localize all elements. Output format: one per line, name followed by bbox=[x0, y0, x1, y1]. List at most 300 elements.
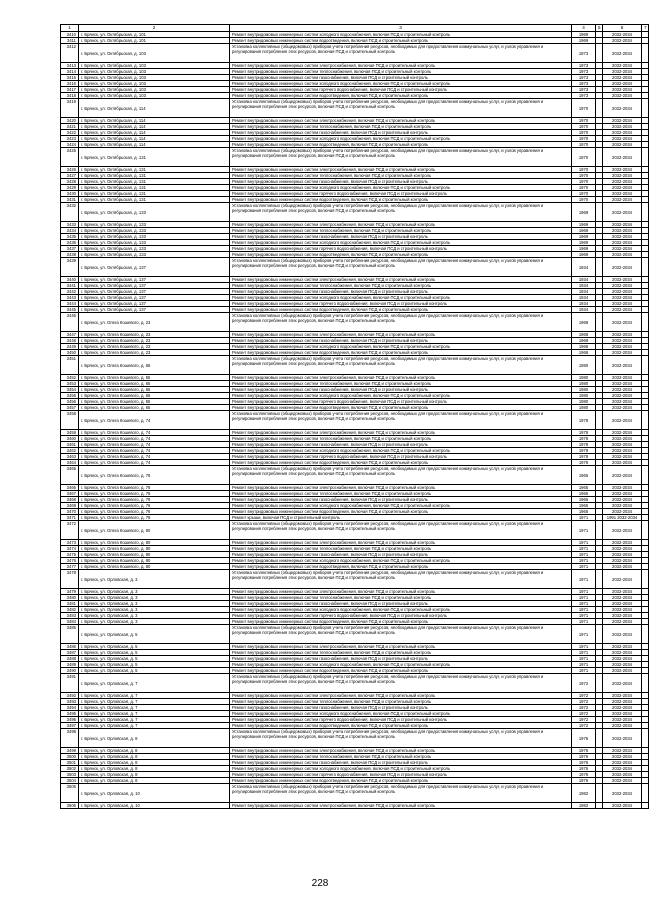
work-type-cell: Ремонт внутридомовых инженерных систем электроснабжения, включая ПСД и строительный контроль bbox=[230, 803, 572, 809]
address-cell: г. Брянск, ул. Орловская, д. 7 bbox=[79, 699, 230, 705]
work-type-cell: Ремонт внутридомовых инженерных систем холодного водоснабжения, включая ПСД и строительный контроль bbox=[230, 662, 572, 668]
row-number: 3442 bbox=[61, 289, 79, 295]
row-number: 3471 bbox=[61, 515, 79, 521]
row-number: 3501 bbox=[61, 760, 79, 766]
address-cell: г. Брянск, ул. Октябрьская, д. 131 bbox=[79, 197, 230, 203]
work-type-cell: Ремонт внутридомовых инженерных систем теплоснабжения, включая ПСД и строительный контроль bbox=[230, 173, 572, 179]
col5-cell bbox=[596, 674, 603, 693]
work-type-cell: Ремонт внутридомовых инженерных систем теплоснабжения, включая ПСД и строительный контроль bbox=[230, 546, 572, 552]
period-cell: 2032-2034 bbox=[603, 246, 642, 252]
work-type-cell: Установка коллективных (общедомовых) приборов учета потребления ресурсов, необходимых для предоставления коммунальных услуг, и узлов управления и регулирования потребления этих ресурсов, включая ПСД и строительный контроль bbox=[230, 625, 572, 644]
work-type-cell: Ремонт внутридомовых инженерных систем теплоснабжения, включая ПСД и строительный контроль bbox=[230, 491, 572, 497]
address-cell: г. Брянск, ул. Октябрьская, д. 131 bbox=[79, 185, 230, 191]
address-cell: г. Брянск, ул. Октябрьская, д. 103 bbox=[79, 44, 230, 63]
work-type-cell: Установка коллективных (общедомовых) приборов учета потребления ресурсов, необходимых для предоставления коммунальных услуг, и узлов управления и регулирования потребления этих ресурсов, включая ПСД и строительный контроль bbox=[230, 258, 572, 277]
period-cell: 2032-2034 bbox=[603, 99, 642, 118]
work-type-cell: Ремонт внутридомовых инженерных систем теплоснабжения, включая ПСД и строительный контроль bbox=[230, 650, 572, 656]
period-cell: 2032-2034 bbox=[603, 118, 642, 124]
address-cell: г. Брянск, ул. Орловская, д. 5 bbox=[79, 644, 230, 650]
period-cell: 2032-2034 bbox=[603, 497, 642, 503]
table-row bbox=[61, 729, 649, 748]
work-type-cell: Ремонт внутридомовых инженерных систем газоснабжения, включая ПСД и строительный контроль bbox=[230, 338, 572, 344]
period-cell: 2032-2034 bbox=[603, 656, 642, 662]
row-number: 3436 bbox=[61, 240, 79, 246]
col7-cell bbox=[642, 625, 649, 644]
row-number: 3425 bbox=[61, 148, 79, 167]
period-cell: 2032-2034 bbox=[603, 760, 642, 766]
row-number: 3426 bbox=[61, 167, 79, 173]
col7-cell bbox=[642, 466, 649, 485]
table-row bbox=[61, 356, 649, 375]
work-type-cell: Установка коллективных (общедомовых) приборов учета потребления ресурсов, необходимых для предоставления коммунальных услуг, и узлов управления и регулирования потребления этих ресурсов, включая ПСД и строительный контроль bbox=[230, 570, 572, 589]
col5-cell bbox=[596, 148, 603, 167]
row-number: 3461 bbox=[61, 442, 79, 448]
year-built-cell: 1969 bbox=[572, 38, 596, 44]
col5-cell bbox=[596, 803, 603, 809]
year-built-cell: 1965 bbox=[572, 491, 596, 497]
period-cell: 2032-2034 bbox=[603, 332, 642, 338]
col5-cell bbox=[596, 625, 603, 644]
address-cell: г. Брянск, ул. Октябрьская, д. 103 bbox=[79, 69, 230, 75]
address-cell: г. Брянск, ул. Орловская, д. 5 bbox=[79, 662, 230, 668]
year-built-cell: 1980 bbox=[572, 387, 596, 393]
address-cell: г. Брянск, ул. Олега Кошевого, д. 80 bbox=[79, 521, 230, 540]
work-type-cell: Ремонт внутридомовых инженерных систем горячего водоснабжения, включая ПСД и строительный контроль bbox=[230, 772, 572, 778]
col5-cell bbox=[596, 203, 603, 222]
address-cell: г. Брянск, ул. Олега Кошевого, д. 74 bbox=[79, 460, 230, 466]
row-number: 3434 bbox=[61, 228, 79, 234]
year-built-cell: 1976 bbox=[572, 778, 596, 784]
row-number: 3481 bbox=[61, 601, 79, 607]
period-cell: 2032-2034 bbox=[603, 784, 642, 803]
address-cell: г. Брянск, ул. Олега Кошевого, д. 23 bbox=[79, 313, 230, 332]
row-number: 3495 bbox=[61, 711, 79, 717]
period-cell: 2032-2034 bbox=[603, 589, 642, 595]
column-number-row bbox=[61, 25, 649, 32]
year-built-cell: 1934 bbox=[572, 301, 596, 307]
row-number: 3416 bbox=[61, 81, 79, 87]
work-type-cell: Ремонт внутридомовых инженерных систем холодного водоснабжения, включая ПСД и строительный контроль bbox=[230, 448, 572, 454]
address-cell: г. Брянск, ул. Орловская, д. 7 bbox=[79, 723, 230, 729]
address-cell: г. Брянск, ул. Олега Кошевого, д. 74 bbox=[79, 436, 230, 442]
period-cell: 2032-2034 bbox=[603, 185, 642, 191]
year-built-cell: 1972 bbox=[572, 674, 596, 693]
address-cell: г. Брянск, ул. Олега Кошевого, д. 65 bbox=[79, 356, 230, 375]
period-cell: 2032-2034 bbox=[603, 240, 642, 246]
period-cell: 2032-2034 bbox=[603, 387, 642, 393]
address-cell: г. Брянск, ул. Орловская, д. 10 bbox=[79, 803, 230, 809]
work-type-cell: Ремонт внутридомовых инженерных систем водоотведения, включая ПСД и строительный контроль bbox=[230, 778, 572, 784]
year-built-cell: 1980 bbox=[572, 381, 596, 387]
col7-cell bbox=[642, 729, 649, 748]
address-cell: г. Брянск, ул. Орловская, д. 3 bbox=[79, 601, 230, 607]
address-cell: г. Брянск, ул. Октябрьская, д. 133 bbox=[79, 203, 230, 222]
row-number: 3438 bbox=[61, 252, 79, 258]
work-type-cell: Ремонт внутридомовых инженерных систем горячего водоснабжения, включая ПСД и строительный контроль bbox=[230, 717, 572, 723]
row-number: 3476 bbox=[61, 558, 79, 564]
year-built-cell: 1970 bbox=[572, 173, 596, 179]
year-built-cell: 1969 bbox=[572, 32, 596, 38]
row-number: 3424 bbox=[61, 142, 79, 148]
row-number: 3470 bbox=[61, 509, 79, 515]
year-built-cell: 1968 bbox=[572, 350, 596, 356]
address-cell: г. Брянск, ул. Октябрьская, д. 114 bbox=[79, 130, 230, 136]
period-cell: 2032-2034 bbox=[603, 356, 642, 375]
period-cell: 2032-2034 bbox=[603, 552, 642, 558]
row-number: 3465 bbox=[61, 466, 79, 485]
col5-cell bbox=[596, 570, 603, 589]
work-type-cell: Ремонт внутридомовых инженерных систем водоотведения, включая ПСД и строительный контроль bbox=[230, 93, 572, 99]
period-cell: 2032-2034 bbox=[603, 625, 642, 644]
address-cell: г. Брянск, ул. Олега Кошевого, д. 23 bbox=[79, 332, 230, 338]
row-number: 3488 bbox=[61, 656, 79, 662]
col7-cell bbox=[642, 44, 649, 63]
year-built-cell: 1982 bbox=[572, 784, 596, 803]
year-built-cell: 1980 bbox=[572, 399, 596, 405]
address-cell: г. Брянск, ул. Октябрьская, д. 133 bbox=[79, 240, 230, 246]
period-cell: 2032-2034 bbox=[603, 729, 642, 748]
period-cell: 2032-2034 bbox=[603, 344, 642, 350]
row-number: 3457 bbox=[61, 405, 79, 411]
address-cell: г. Брянск, ул. Октябрьская, д. 103 bbox=[79, 75, 230, 81]
address-cell: г. Брянск, ул. Октябрьская, д. 133 bbox=[79, 234, 230, 240]
address-cell: г. Брянск, ул. Октябрьская, д. 133 bbox=[79, 246, 230, 252]
work-type-cell: Ремонт внутридомовых инженерных систем электроснабжения, включая ПСД и строительный контроль bbox=[230, 277, 572, 283]
work-type-cell: Ремонт внутридомовых инженерных систем водоотведения, включая ПСД и строительный контроль bbox=[230, 564, 572, 570]
year-built-cell: 1973 bbox=[572, 81, 596, 87]
row-number: 3484 bbox=[61, 619, 79, 625]
work-type-cell: Ремонт внутридомовых инженерных систем горячего водоснабжения, включая ПСД и строительный контроль bbox=[230, 613, 572, 619]
year-built-cell: 1972 bbox=[572, 723, 596, 729]
col7-cell bbox=[642, 521, 649, 540]
work-type-cell: Ремонт внутридомовых инженерных систем электроснабжения, включая ПСД и строительный контроль bbox=[230, 540, 572, 546]
work-type-cell: Ремонт внутридомовых инженерных систем теплоснабжения, включая ПСД и строительный контроль bbox=[230, 228, 572, 234]
row-number: 3415 bbox=[61, 75, 79, 81]
row-number: 3493 bbox=[61, 699, 79, 705]
year-built-cell: 1971 bbox=[572, 552, 596, 558]
work-type-cell: Ремонт внутридомовых инженерных систем электроснабжения, включая ПСД и строительный контроль bbox=[230, 167, 572, 173]
row-number: 3478 bbox=[61, 570, 79, 589]
address-cell: г. Брянск, ул. Октябрьская, д. 131 bbox=[79, 167, 230, 173]
address-cell: г. Брянск, ул. Орловская, д. 7 bbox=[79, 711, 230, 717]
year-built-cell: 1972 bbox=[572, 717, 596, 723]
period-cell: 2032-2034 bbox=[603, 258, 642, 277]
period-cell: 2032-2034 bbox=[603, 32, 642, 38]
address-cell: г. Брянск, ул. Октябрьская, д. 133 bbox=[79, 222, 230, 228]
year-built-cell: 1978 bbox=[572, 436, 596, 442]
row-number: 3460 bbox=[61, 436, 79, 442]
period-cell: 2032-2034 bbox=[603, 405, 642, 411]
period-cell: 2032-2034 bbox=[603, 393, 642, 399]
year-built-cell: 1965 bbox=[572, 466, 596, 485]
year-built-cell: 1970 bbox=[572, 191, 596, 197]
table-row bbox=[61, 203, 649, 222]
year-built-cell: 1970 bbox=[572, 185, 596, 191]
row-number: 3496 bbox=[61, 717, 79, 723]
row-number: 3469 bbox=[61, 503, 79, 509]
work-type-cell: Ремонт внутридомовых инженерных систем электроснабжения, включая ПСД и строительный контроль bbox=[230, 589, 572, 595]
address-cell: г. Брянск, ул. Октябрьская, д. 137 bbox=[79, 289, 230, 295]
address-cell: г. Брянск, ул. Октябрьская, д. 103 bbox=[79, 81, 230, 87]
address-cell: г. Брянск, ул. Октябрьская, д. 137 bbox=[79, 258, 230, 277]
year-built-cell: 1973 bbox=[572, 93, 596, 99]
col7-cell bbox=[642, 148, 649, 167]
year-built-cell: 1971 bbox=[572, 546, 596, 552]
row-number: 3445 bbox=[61, 307, 79, 313]
work-type-cell: Ремонт внутридомовых инженерных систем холодного водоснабжения, включая ПСД и строительный контроль bbox=[230, 32, 572, 38]
col5-cell bbox=[596, 258, 603, 277]
address-cell: г. Брянск, ул. Орловская, д. 8 bbox=[79, 766, 230, 772]
year-built-cell: 1971 bbox=[572, 656, 596, 662]
row-number: 3430 bbox=[61, 191, 79, 197]
col7-cell bbox=[642, 99, 649, 118]
work-type-cell: Ремонт внутридомовых инженерных систем горячего водоснабжения, включая ПСД и строительный контроль bbox=[230, 301, 572, 307]
period-cell: 2032-2034 bbox=[603, 711, 642, 717]
work-type-cell: Установка коллективных (общедомовых) приборов учета потребления ресурсов, необходимых для предоставления коммунальных услуг, и узлов управления и регулирования потребления этих ресурсов, включая ПСД и строительный контроль bbox=[230, 99, 572, 118]
work-type-cell: Ремонт внутридомовых инженерных систем электроснабжения, включая ПСД и строительный контроль bbox=[230, 693, 572, 699]
row-number: 3411 bbox=[61, 38, 79, 44]
work-type-cell: Ремонт внутридомовых инженерных систем водоотведения, включая ПСД и строительный контроль bbox=[230, 38, 572, 44]
year-built-cell: 1970 bbox=[572, 118, 596, 124]
address-cell: г. Брянск, ул. Олега Кошевого, д. 65 bbox=[79, 375, 230, 381]
period-cell: 2032-2034 bbox=[603, 338, 642, 344]
row-number: 3500 bbox=[61, 754, 79, 760]
work-type-cell: Ремонт внутридомовых инженерных систем электроснабжения, включая ПСД и строительный контроль bbox=[230, 118, 572, 124]
row-number: 3428 bbox=[61, 179, 79, 185]
period-cell: 2032-2034 bbox=[603, 491, 642, 497]
address-cell: г. Брянск, ул. Орловская, д. 7 bbox=[79, 693, 230, 699]
address-cell: г. Брянск, ул. Орловская, д. 8 bbox=[79, 760, 230, 766]
period-cell: 2032-2034 bbox=[603, 252, 642, 258]
work-type-cell: Ремонт внутридомовых инженерных систем холодного водоснабжения, включая ПСД и строительный контроль bbox=[230, 136, 572, 142]
period-cell: 2032-2034 bbox=[603, 674, 642, 693]
period-cell: 2032-2034 bbox=[603, 748, 642, 754]
work-type-cell: Ремонт внутридомовых инженерных систем горячего водоснабжения, включая ПСД и строительный контроль bbox=[230, 246, 572, 252]
period-cell: 2032-2034 bbox=[603, 546, 642, 552]
work-type-cell: Ремонт внутридомовых инженерных систем водоотведения, включая ПСД и строительный контроль bbox=[230, 252, 572, 258]
period-cell: 2032-2034 bbox=[603, 558, 642, 564]
row-number: 3441 bbox=[61, 283, 79, 289]
year-built-cell: 1973 bbox=[572, 75, 596, 81]
row-number: 3456 bbox=[61, 399, 79, 405]
row-number: 3451 bbox=[61, 356, 79, 375]
row-number: 3414 bbox=[61, 69, 79, 75]
period-cell: 2032-2034 bbox=[603, 44, 642, 63]
address-cell: г. Брянск, ул. Орловская, д. 3 bbox=[79, 589, 230, 595]
address-cell: г. Брянск, ул. Октябрьская, д. 101 bbox=[79, 38, 230, 44]
year-built-cell: 1971 bbox=[572, 595, 596, 601]
period-cell: 2032-2034 bbox=[603, 509, 642, 515]
year-built-cell: 1968 bbox=[572, 338, 596, 344]
work-type-cell: Ремонт внутридомовых инженерных систем водоотведения, включая ПСД и строительный контроль bbox=[230, 619, 572, 625]
row-number: 3455 bbox=[61, 393, 79, 399]
work-type-cell: Установка коллективных (общедомовых) приборов учета потребления ресурсов, необходимых для предоставления коммунальных услуг, и узлов управления и регулирования потребления этих ресурсов, включая ПСД и строительный контроль bbox=[230, 784, 572, 803]
work-type-cell: Ремонт внутридомовых инженерных систем газоснабжения, включая ПСД и строительный контроль bbox=[230, 234, 572, 240]
address-cell: г. Брянск, ул. Орловская, д. 8 bbox=[79, 754, 230, 760]
year-built-cell: 1971 bbox=[572, 589, 596, 595]
work-type-cell: Ремонт внутридомовых инженерных систем газоснабжения, включая ПСД и строительный контроль bbox=[230, 75, 572, 81]
period-cell: 2032-2034 bbox=[603, 411, 642, 430]
period-cell: 2032-2034 bbox=[603, 540, 642, 546]
period-cell: 2032-2034 bbox=[603, 613, 642, 619]
row-number: 3446 bbox=[61, 313, 79, 332]
year-built-cell: 1976 bbox=[572, 760, 596, 766]
col5-cell bbox=[596, 99, 603, 118]
work-type-cell: Ремонт внутридомовых инженерных систем теплоснабжения, включая ПСД и строительный контроль bbox=[230, 381, 572, 387]
row-number: 3473 bbox=[61, 540, 79, 546]
work-type-cell: Ремонт внутридомовых инженерных систем электроснабжения, включая ПСД и строительный контроль bbox=[230, 222, 572, 228]
period-cell: 2032-2034 bbox=[603, 381, 642, 387]
period-cell: 2032-2034 bbox=[603, 87, 642, 93]
row-number: 3413 bbox=[61, 63, 79, 69]
work-type-cell: Ремонт внутридомовых инженерных систем горячего водоснабжения, включая ПСД и строительный контроль bbox=[230, 191, 572, 197]
work-type-cell: Ремонт внутридомовых инженерных систем холодного водоснабжения, включая ПСД и строительный контроль bbox=[230, 344, 572, 350]
period-cell: 2032-2034 bbox=[603, 803, 642, 809]
works-table bbox=[60, 24, 649, 809]
period-cell: 2032-2034 bbox=[603, 607, 642, 613]
work-type-cell: Ремонт внутридомовых инженерных систем теплоснабжения, включая ПСД и строительный контроль bbox=[230, 595, 572, 601]
row-number: 3418 bbox=[61, 93, 79, 99]
address-cell: г. Брянск, ул. Октябрьская, д. 114 bbox=[79, 99, 230, 118]
table-row bbox=[61, 570, 649, 589]
period-cell: 2032-2034 bbox=[603, 222, 642, 228]
year-built-cell: 1971 bbox=[572, 521, 596, 540]
work-type-cell: Ремонт внутридомовых инженерных систем газоснабжения, включая ПСД и строительный контроль bbox=[230, 656, 572, 662]
period-cell: 2032-2034 bbox=[603, 399, 642, 405]
col7-cell bbox=[642, 411, 649, 430]
year-built-cell: 1965 bbox=[572, 497, 596, 503]
table-row bbox=[61, 99, 649, 118]
year-built-cell: 1978 bbox=[572, 411, 596, 430]
period-cell: 2032-2034 bbox=[603, 650, 642, 656]
address-cell: г. Брянск, ул. Олега Кошевого, д. 76 bbox=[79, 485, 230, 491]
year-built-cell: 1972 bbox=[572, 705, 596, 711]
year-built-cell: 1971 bbox=[572, 668, 596, 674]
table-row bbox=[61, 803, 649, 809]
row-number: 3447 bbox=[61, 332, 79, 338]
row-number: 3489 bbox=[61, 662, 79, 668]
period-cell: 2032-2034 bbox=[603, 69, 642, 75]
period-cell: 2032-2034 bbox=[603, 662, 642, 668]
period-cell: 2032-2034 bbox=[603, 313, 642, 332]
period-cell: 2032-2034 bbox=[603, 699, 642, 705]
year-built-cell: 1972 bbox=[572, 699, 596, 705]
year-built-cell: 1971 bbox=[572, 662, 596, 668]
table-row bbox=[61, 521, 649, 540]
year-built-cell: 1971 bbox=[572, 540, 596, 546]
year-built-cell: 1971 bbox=[572, 570, 596, 589]
row-number: 3464 bbox=[61, 460, 79, 466]
work-type-cell: Ремонт внутридомовых инженерных систем газоснабжения, включая ПСД и строительный контроль bbox=[230, 497, 572, 503]
row-number: 3450 bbox=[61, 350, 79, 356]
col5-cell bbox=[596, 466, 603, 485]
col7-cell bbox=[642, 784, 649, 803]
address-cell: г. Брянск, ул. Олега Кошевого, д. 76 bbox=[79, 466, 230, 485]
address-cell: г. Брянск, ул. Олега Кошевого, д. 80 bbox=[79, 564, 230, 570]
period-cell: 2032-2034 bbox=[603, 564, 642, 570]
row-number: 3444 bbox=[61, 301, 79, 307]
address-cell: г. Брянск, ул. Октябрьская, д. 114 bbox=[79, 136, 230, 142]
work-type-cell: Установка коллективных (общедомовых) приборов учета потребления ресурсов, необходимых для предоставления коммунальных услуг, и узлов управления и регулирования потребления этих ресурсов, включая ПСД и строительный контроль bbox=[230, 521, 572, 540]
period-cell: 2032-2034 bbox=[603, 503, 642, 509]
work-type-cell: Ремонт внутридомовых инженерных систем электроснабжения, включая ПСД и строительный контроль bbox=[230, 485, 572, 491]
address-cell: г. Брянск, ул. Октябрьская, д. 131 bbox=[79, 191, 230, 197]
row-number: 3463 bbox=[61, 454, 79, 460]
year-built-cell: 1934 bbox=[572, 307, 596, 313]
year-built-cell: 1982 bbox=[572, 803, 596, 809]
work-type-cell: Ремонт внутридомовых инженерных систем электроснабжения, включая ПСД и строительный контроль bbox=[230, 375, 572, 381]
period-cell: 2032-2034 bbox=[603, 442, 642, 448]
year-built-cell: 1971 bbox=[572, 644, 596, 650]
col-header-4: 4 bbox=[572, 25, 596, 32]
work-type-cell: Ремонт внутридомовых инженерных систем газоснабжения, включая ПСД и строительный контроль bbox=[230, 179, 572, 185]
period-cell: 2032-2034 bbox=[603, 430, 642, 436]
work-type-cell: Ремонт внутридомовых инженерных систем газоснабжения, включая ПСД и строительный контроль bbox=[230, 760, 572, 766]
row-number: 3480 bbox=[61, 595, 79, 601]
work-type-cell: Ремонт внутридомовых инженерных систем холодного водоснабжения, включая ПСД и строительный контроль bbox=[230, 607, 572, 613]
work-type-cell: Ремонт внутридомовых инженерных систем водоотведения, включая ПСД и строительный контроль bbox=[230, 350, 572, 356]
work-type-cell: Ремонт внутридомовых инженерных систем горячего водоснабжения, включая ПСД и строительный контроль bbox=[230, 87, 572, 93]
year-built-cell: 1970 bbox=[572, 179, 596, 185]
period-cell: 2032-2034 bbox=[603, 130, 642, 136]
year-built-cell: 1968 bbox=[572, 344, 596, 350]
period-cell: 2032-2034 bbox=[603, 668, 642, 674]
work-type-cell: Ремонт внутридомовых инженерных систем теплоснабжения, включая ПСД и строительный контроль bbox=[230, 436, 572, 442]
year-built-cell: 1969 bbox=[572, 252, 596, 258]
year-built-cell: 1971 bbox=[572, 613, 596, 619]
col7-cell bbox=[642, 674, 649, 693]
period-cell: 2032-2034 bbox=[603, 75, 642, 81]
year-built-cell: 1971 bbox=[572, 607, 596, 613]
address-cell: г. Брянск, ул. Олега Кошевого, д. 65 bbox=[79, 405, 230, 411]
year-built-cell: 1971 bbox=[572, 564, 596, 570]
period-cell: 2032-2034 bbox=[603, 93, 642, 99]
period-cell: 2032-2034 bbox=[603, 619, 642, 625]
address-cell: г. Брянск, ул. Олега Кошевого, д. 74 bbox=[79, 442, 230, 448]
year-built-cell: 1971 bbox=[572, 619, 596, 625]
address-cell: г. Брянск, ул. Олега Кошевого, д. 78 bbox=[79, 515, 230, 521]
period-cell: 2032-2034 bbox=[603, 203, 642, 222]
table-row bbox=[61, 674, 649, 693]
year-built-cell: 1970 bbox=[572, 136, 596, 142]
period-cell: 2032-2034 bbox=[603, 570, 642, 589]
year-built-cell: 1970 bbox=[572, 124, 596, 130]
work-type-cell: Ремонт внутридомовых инженерных систем холодного водоснабжения, включая ПСД и строительный контроль bbox=[230, 711, 572, 717]
address-cell: г. Брянск, ул. Октябрьская, д. 103 bbox=[79, 87, 230, 93]
col7-cell bbox=[642, 313, 649, 332]
year-built-cell: 1934 bbox=[572, 258, 596, 277]
row-number: 3505 bbox=[61, 784, 79, 803]
work-type-cell: Ремонт внутридомовых инженерных систем электроснабжения, включая ПСД и строительный контроль bbox=[230, 748, 572, 754]
work-type-cell: Установка коллективных (общедомовых) приборов учета потребления ресурсов, необходимых для предоставления коммунальных услуг, и узлов управления и регулирования потребления этих ресурсов, включая ПСД и строительный контроль bbox=[230, 674, 572, 693]
address-cell: г. Брянск, ул. Орловская, д. 7 bbox=[79, 674, 230, 693]
row-number: 3459 bbox=[61, 430, 79, 436]
work-type-cell: Ремонт внутридомовых инженерных систем горячего водоснабжения, включая ПСД и строительный контроль bbox=[230, 399, 572, 405]
row-number: 3482 bbox=[61, 607, 79, 613]
year-built-cell: 1970 bbox=[572, 142, 596, 148]
work-type-cell: Установка коллективных (общедомовых) приборов учета потребления ресурсов, необходимых для предоставления коммунальных услуг, и узлов управления и регулирования потребления этих ресурсов, включая ПСД и строительный контроль bbox=[230, 313, 572, 332]
address-cell: г. Брянск, ул. Орловская, д. 5 bbox=[79, 668, 230, 674]
row-number: 3452 bbox=[61, 375, 79, 381]
row-number: 3494 bbox=[61, 705, 79, 711]
period-cell: 2032-2034 bbox=[603, 179, 642, 185]
row-number: 3497 bbox=[61, 723, 79, 729]
period-cell: 2032-2034 bbox=[603, 234, 642, 240]
address-cell: г. Брянск, ул. Орловская, д. 3 bbox=[79, 613, 230, 619]
year-built-cell: 1976 bbox=[572, 754, 596, 760]
col7-cell bbox=[642, 803, 649, 809]
work-type-cell: Ремонт внутридомовых инженерных систем электроснабжения, включая ПСД и строительный контроль bbox=[230, 430, 572, 436]
